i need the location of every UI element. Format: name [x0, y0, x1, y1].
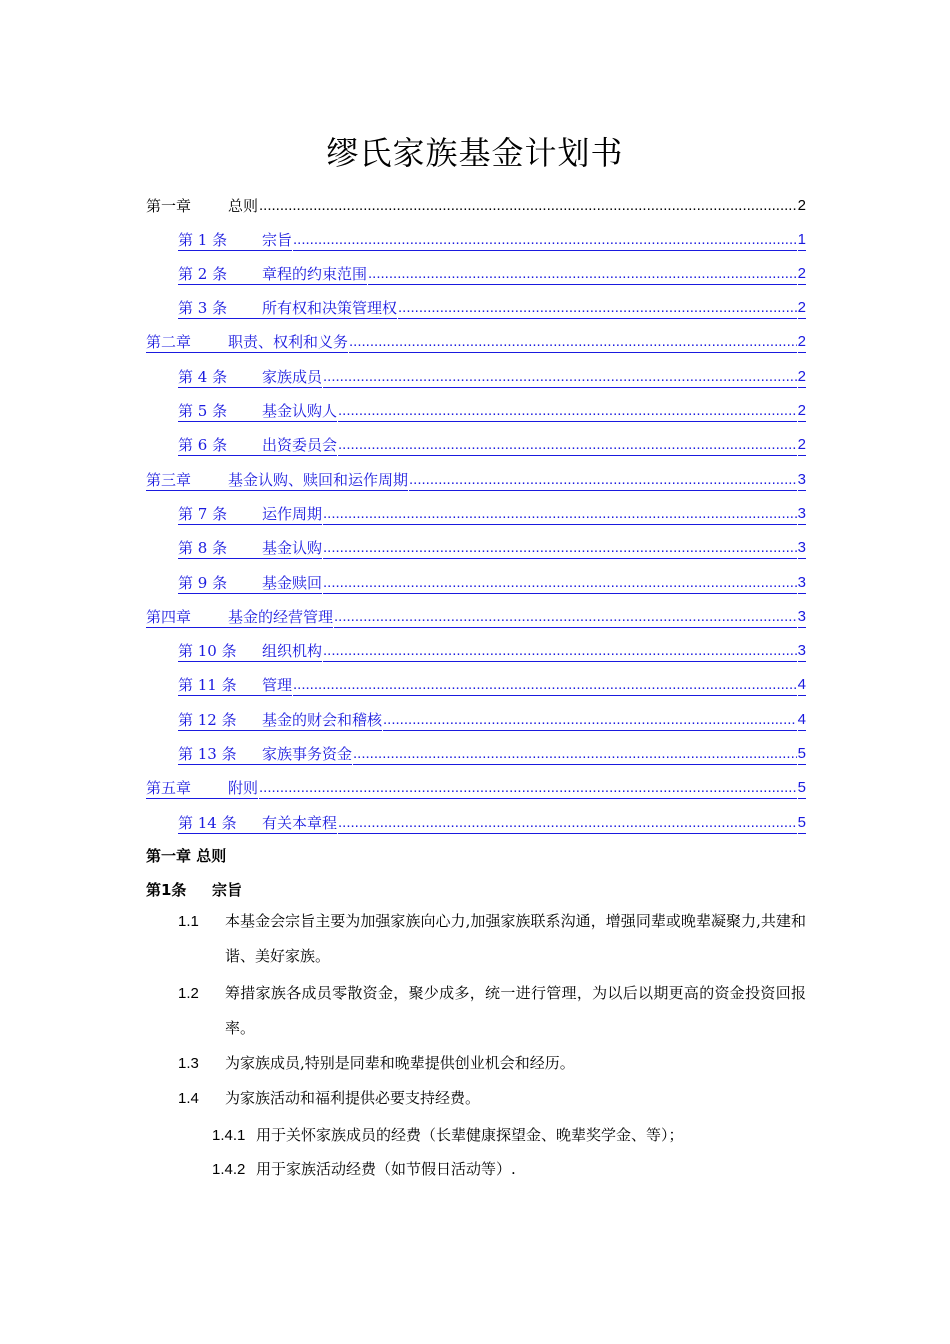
- toc-page-number: 2: [797, 197, 806, 215]
- toc-entry-title: 附则: [228, 779, 259, 798]
- toc-article-entry[interactable]: [146, 735, 806, 769]
- toc-page-number: 4: [798, 675, 806, 696]
- toc-page-number: 2: [798, 401, 806, 422]
- sub-item-text: 用于关怀家族成员的经费（长辈健康探望金、晚辈奖学金、等）；: [256, 1126, 684, 1144]
- toc-page-number: 2: [798, 367, 806, 388]
- toc-dot-leader: [349, 332, 797, 353]
- toc-page-number: 3: [798, 470, 806, 491]
- toc-entry-number: 第一章: [146, 197, 192, 216]
- toc-page-number: 2: [798, 298, 806, 319]
- list-item-number: 1.3: [178, 1055, 199, 1072]
- toc-page-number: 3: [798, 641, 806, 662]
- toc-entry-number: 第 11 条: [178, 675, 262, 696]
- toc-entry-number: 第 7 条: [178, 504, 262, 525]
- toc-entry-number: 第 13 条: [178, 744, 262, 765]
- list-item-text: 本基金会宗旨主要为加强家族向心力,加强家族联系沟通，增强同辈或晚辈凝聚力,共建和谐、美好家族。: [225, 912, 806, 965]
- sub-item: [212, 1158, 516, 1179]
- toc-chapter-entry[interactable]: [146, 323, 806, 357]
- sub-item-number: 1.4.2: [212, 1161, 246, 1178]
- toc-dot-leader: [383, 710, 797, 731]
- toc-entry-title: 出资委员会: [262, 436, 338, 455]
- toc-article-entry[interactable]: [146, 632, 806, 666]
- article-heading-number: 第1条: [146, 881, 187, 899]
- toc-entry-title: 基金的财会和稽核: [262, 710, 383, 729]
- toc-article-entry[interactable]: [146, 357, 806, 391]
- toc-entry-number: 第 1 条: [178, 230, 262, 251]
- toc-article-entry[interactable]: [146, 529, 806, 563]
- article-heading-text: 宗旨: [212, 881, 243, 899]
- toc-dot-leader: [353, 744, 797, 765]
- list-item: [178, 1046, 806, 1081]
- table-of-contents: [146, 186, 806, 838]
- toc-dot-leader: [338, 813, 797, 834]
- toc-page-number: 3: [798, 573, 806, 594]
- toc-entry-title: 基金认购人: [262, 402, 338, 421]
- toc-article-entry[interactable]: [146, 289, 806, 323]
- toc-entry-number: 第 12 条: [178, 710, 262, 731]
- list-item-number: 1.2: [178, 985, 199, 1002]
- toc-entry-title: 基金的经营管理: [228, 607, 334, 626]
- toc-article-entry[interactable]: [146, 255, 806, 289]
- toc-entry-number: 第 14 条: [178, 813, 262, 834]
- toc-article-entry[interactable]: [146, 220, 806, 254]
- toc-entry-number: 第四章: [146, 607, 228, 628]
- toc-dot-leader: [259, 778, 797, 799]
- sub-item-text: 用于家族活动经费（如节假日活动等）.: [256, 1160, 516, 1178]
- toc-entry-title: 所有权和决策管理权: [262, 299, 398, 318]
- toc-dot-leader: [293, 230, 797, 251]
- toc-dot-leader: [293, 675, 797, 696]
- toc-entry-title: 基金认购、赎回和运作周期: [228, 470, 409, 489]
- toc-page-number: 1: [798, 230, 806, 251]
- toc-entry-title: 家族事务资金: [262, 745, 353, 764]
- toc-entry-title: 基金赎回: [262, 573, 323, 592]
- toc-article-entry[interactable]: [146, 666, 806, 700]
- toc-dot-leader: [398, 298, 797, 319]
- toc-article-entry[interactable]: [146, 563, 806, 597]
- list-item: [178, 1081, 806, 1116]
- toc-entry-number: 第 10 条: [178, 641, 262, 662]
- toc-dot-leader: [409, 470, 797, 491]
- sub-item-number: 1.4.1: [212, 1127, 246, 1144]
- toc-entry-number: 第 3 条: [178, 298, 262, 319]
- toc-page-number: 5: [798, 778, 806, 799]
- toc-page-number: 3: [798, 538, 806, 559]
- toc-page-number: 2: [798, 332, 806, 353]
- toc-entry-title: 职责、权利和义务: [228, 333, 349, 352]
- list-item-text: 为家族活动和福利提供必要支持经费。: [225, 1089, 481, 1107]
- document-title: 缪氏家族基金计划书: [326, 134, 624, 172]
- toc-page-number: 3: [798, 607, 806, 628]
- toc-entry-number: 第 2 条: [178, 264, 262, 285]
- toc-chapter-entry[interactable]: [146, 460, 806, 494]
- toc-page-number: 4: [798, 710, 806, 731]
- toc-dot-leader: [323, 641, 797, 662]
- toc-entry-number: 第 9 条: [178, 573, 262, 594]
- toc-entry-title: 运作周期: [262, 504, 323, 523]
- toc-dot-leader: [323, 538, 797, 559]
- toc-dot-leader: [323, 573, 797, 594]
- toc-entry-title: 管理: [262, 676, 293, 695]
- list-item-number: 1.1: [178, 913, 199, 930]
- toc-page-number: 3: [798, 504, 806, 525]
- toc-entry-number: 第 8 条: [178, 538, 262, 559]
- toc-entry-number: 第 5 条: [178, 401, 262, 422]
- list-item: [178, 904, 806, 974]
- chapter-heading-text: 第一章 总则: [146, 847, 227, 865]
- toc-dot-leader: [323, 367, 797, 388]
- sub-item: [212, 1124, 684, 1145]
- toc-article-entry[interactable]: [146, 803, 806, 837]
- toc-entry-number: 第五章: [146, 778, 228, 799]
- toc-entry-title: 章程的约束范围: [262, 264, 368, 283]
- toc-chapter-entry[interactable]: [146, 598, 806, 632]
- toc-dot-leader: [259, 196, 797, 216]
- list-item-text: 为家族成员,特别是同辈和晚辈提供创业机会和经历。: [225, 1054, 575, 1072]
- toc-entry-title: 宗旨: [262, 230, 293, 249]
- toc-entry-number: 第 4 条: [178, 367, 262, 388]
- toc-page-number: 2: [798, 435, 806, 456]
- toc-dot-leader: [368, 264, 797, 285]
- chapter-heading: [146, 845, 226, 866]
- toc-entry-title: 总则: [228, 197, 259, 216]
- article-heading: [146, 879, 242, 900]
- toc-dot-leader: [338, 435, 797, 456]
- list-item: [178, 976, 806, 1046]
- toc-dot-leader: [323, 504, 797, 525]
- toc-page-number: 5: [798, 813, 806, 834]
- toc-article-entry[interactable]: [146, 392, 806, 426]
- toc-article-entry[interactable]: [146, 495, 806, 529]
- toc-entry-number: 第 6 条: [178, 435, 262, 456]
- toc-dot-leader: [334, 607, 797, 628]
- toc-entry-number: 第二章: [146, 332, 228, 353]
- toc-entry-title: 组织机构: [262, 642, 323, 661]
- toc-entry-title: 基金认购: [262, 539, 323, 558]
- toc-article-entry[interactable]: [146, 426, 806, 460]
- toc-page-number: 2: [798, 264, 806, 285]
- toc-article-entry[interactable]: [146, 700, 806, 734]
- list-item-number: 1.4: [178, 1090, 199, 1107]
- toc-page-number: 5: [798, 744, 806, 765]
- toc-entry-title: 家族成员: [262, 367, 323, 386]
- toc-entry-number: 第三章: [146, 470, 228, 491]
- toc-chapter-entry[interactable]: [146, 769, 806, 803]
- toc-entry-title: 有关本章程: [262, 813, 338, 832]
- toc-chapter-entry: [146, 186, 806, 220]
- list-item-text: 筹措家族各成员零散资金，聚少成多，统一进行管理，为以后以期更高的资金投资回报率。: [225, 984, 806, 1037]
- toc-dot-leader: [338, 401, 797, 422]
